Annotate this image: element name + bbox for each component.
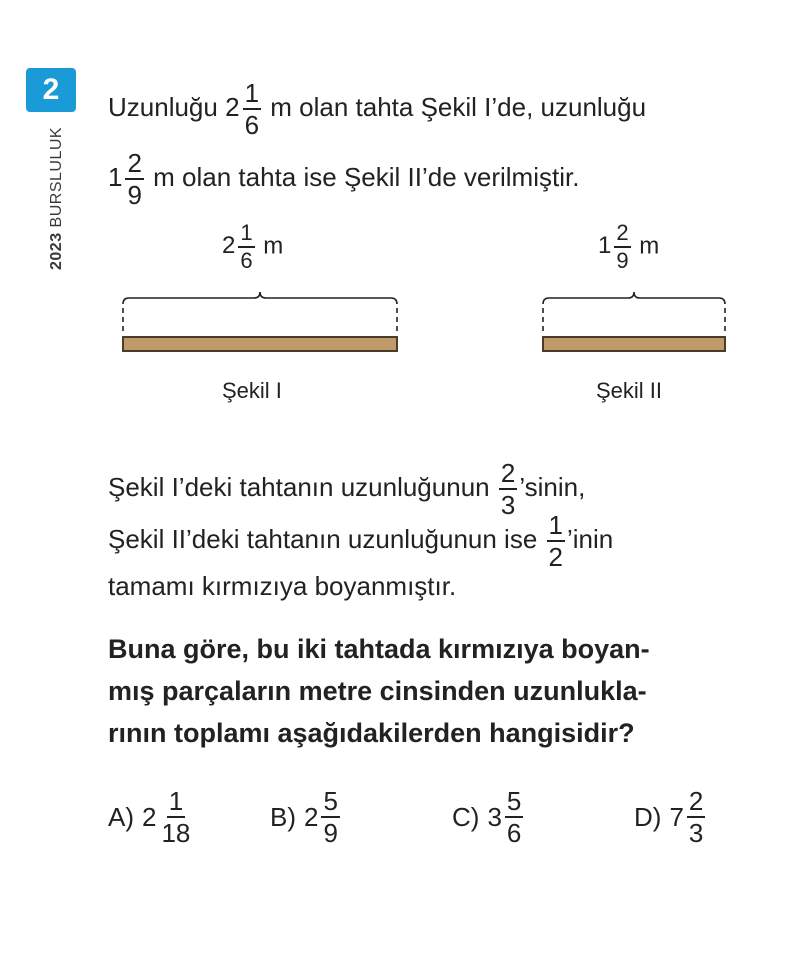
fraction xyxy=(321,788,339,846)
mixed-whole: 2 xyxy=(304,801,319,832)
choice-letter: B) xyxy=(270,801,296,832)
exam-year-label xyxy=(48,127,66,270)
figure-2-brace xyxy=(542,290,726,336)
statement-text: Şekil I’deki tahtanın uzunluğunun xyxy=(108,471,490,502)
fraction xyxy=(614,222,630,272)
fraction-denominator: 6 xyxy=(240,248,253,273)
question-line: rının toplamı aşağıdakilerden hangisidir? xyxy=(108,718,635,748)
fraction-numerator: 1 xyxy=(238,222,254,248)
choice-letter: A) xyxy=(108,801,134,832)
fraction-denominator: 6 xyxy=(506,818,522,848)
fraction-numerator: 5 xyxy=(506,786,522,816)
question-number-badge: 2 xyxy=(26,68,76,112)
figure-2-caption: Şekil II xyxy=(596,378,663,403)
fraction-denominator: 9 xyxy=(616,248,629,273)
fraction-numerator: 5 xyxy=(323,786,338,816)
statement-line-2 xyxy=(108,512,613,570)
fraction-denominator: 9 xyxy=(323,818,338,848)
mixed-whole: 1 xyxy=(598,232,612,260)
figure-2-length-label xyxy=(598,222,659,272)
fraction-denominator: 2 xyxy=(548,542,563,572)
fraction xyxy=(159,788,192,846)
choice-letter: D) xyxy=(634,801,662,832)
question-line: Buna göre, bu iki tahtada kırmızıya boyan- xyxy=(108,634,650,664)
choice-c[interactable] xyxy=(452,788,525,846)
fraction-numerator: 1 xyxy=(168,786,184,816)
intro-line-1 xyxy=(108,80,646,138)
fraction-numerator: 2 xyxy=(500,458,516,488)
fraction xyxy=(125,150,143,208)
choice-a[interactable] xyxy=(108,788,194,846)
question-line: mış parçaların metre cinsinden uzunlukla- xyxy=(108,676,647,706)
unit-text: m xyxy=(263,232,284,260)
intro-text: m olan tahta Şekil I’de, uzunluğu xyxy=(270,91,647,122)
mixed-whole: 2 xyxy=(222,232,236,260)
unit-text: m xyxy=(639,232,660,260)
intro-line-2 xyxy=(108,150,579,208)
choice-d[interactable] xyxy=(634,788,707,846)
statement-line-1 xyxy=(108,460,585,518)
fraction-denominator: 9 xyxy=(127,180,142,210)
figure-1-board xyxy=(122,336,398,352)
figure-1-brace xyxy=(122,290,398,336)
fraction xyxy=(687,788,705,846)
fraction-numerator: 2 xyxy=(614,222,630,248)
intro-text: m olan tahta ise Şekil II’de verilmiştir. xyxy=(153,161,580,192)
fraction xyxy=(505,788,523,846)
fraction-denominator: 3 xyxy=(688,818,704,848)
mixed-whole: 2 xyxy=(142,801,157,832)
fraction-numerator: 1 xyxy=(244,78,260,108)
choice-letter: C) xyxy=(452,801,480,832)
fraction-denominator: 6 xyxy=(244,110,260,140)
fraction xyxy=(238,222,254,272)
fraction xyxy=(243,80,261,138)
question-text xyxy=(108,628,768,754)
fraction-denominator: 3 xyxy=(500,490,516,520)
year-text: 2023 xyxy=(48,232,65,270)
fraction-numerator: 1 xyxy=(548,510,563,540)
mixed-whole: 7 xyxy=(669,801,684,832)
figure-2-board xyxy=(542,336,726,352)
statement-text: ’inin xyxy=(567,523,614,554)
mixed-whole: 1 xyxy=(108,161,123,192)
intro-text: Uzunluğu xyxy=(108,91,218,122)
choice-b[interactable] xyxy=(270,788,342,846)
fraction xyxy=(547,512,565,570)
exam-name-text: BURSLULUK xyxy=(48,126,65,228)
mixed-whole: 3 xyxy=(487,801,502,832)
statement-text: ’sinin, xyxy=(519,471,586,502)
statement-line-3: tamamı kırmızıya boyanmıştır. xyxy=(108,571,457,601)
figure-1-length-label xyxy=(222,222,283,272)
fraction xyxy=(499,460,517,518)
statement-text: Şekil II’deki tahtanın uzunluğunun ise xyxy=(108,523,538,554)
fraction-numerator: 2 xyxy=(127,148,142,178)
fraction-numerator: 2 xyxy=(688,786,704,816)
fraction-denominator: 18 xyxy=(161,818,191,848)
figure-1-caption: Şekil I xyxy=(222,378,282,403)
mixed-whole: 2 xyxy=(225,91,240,122)
